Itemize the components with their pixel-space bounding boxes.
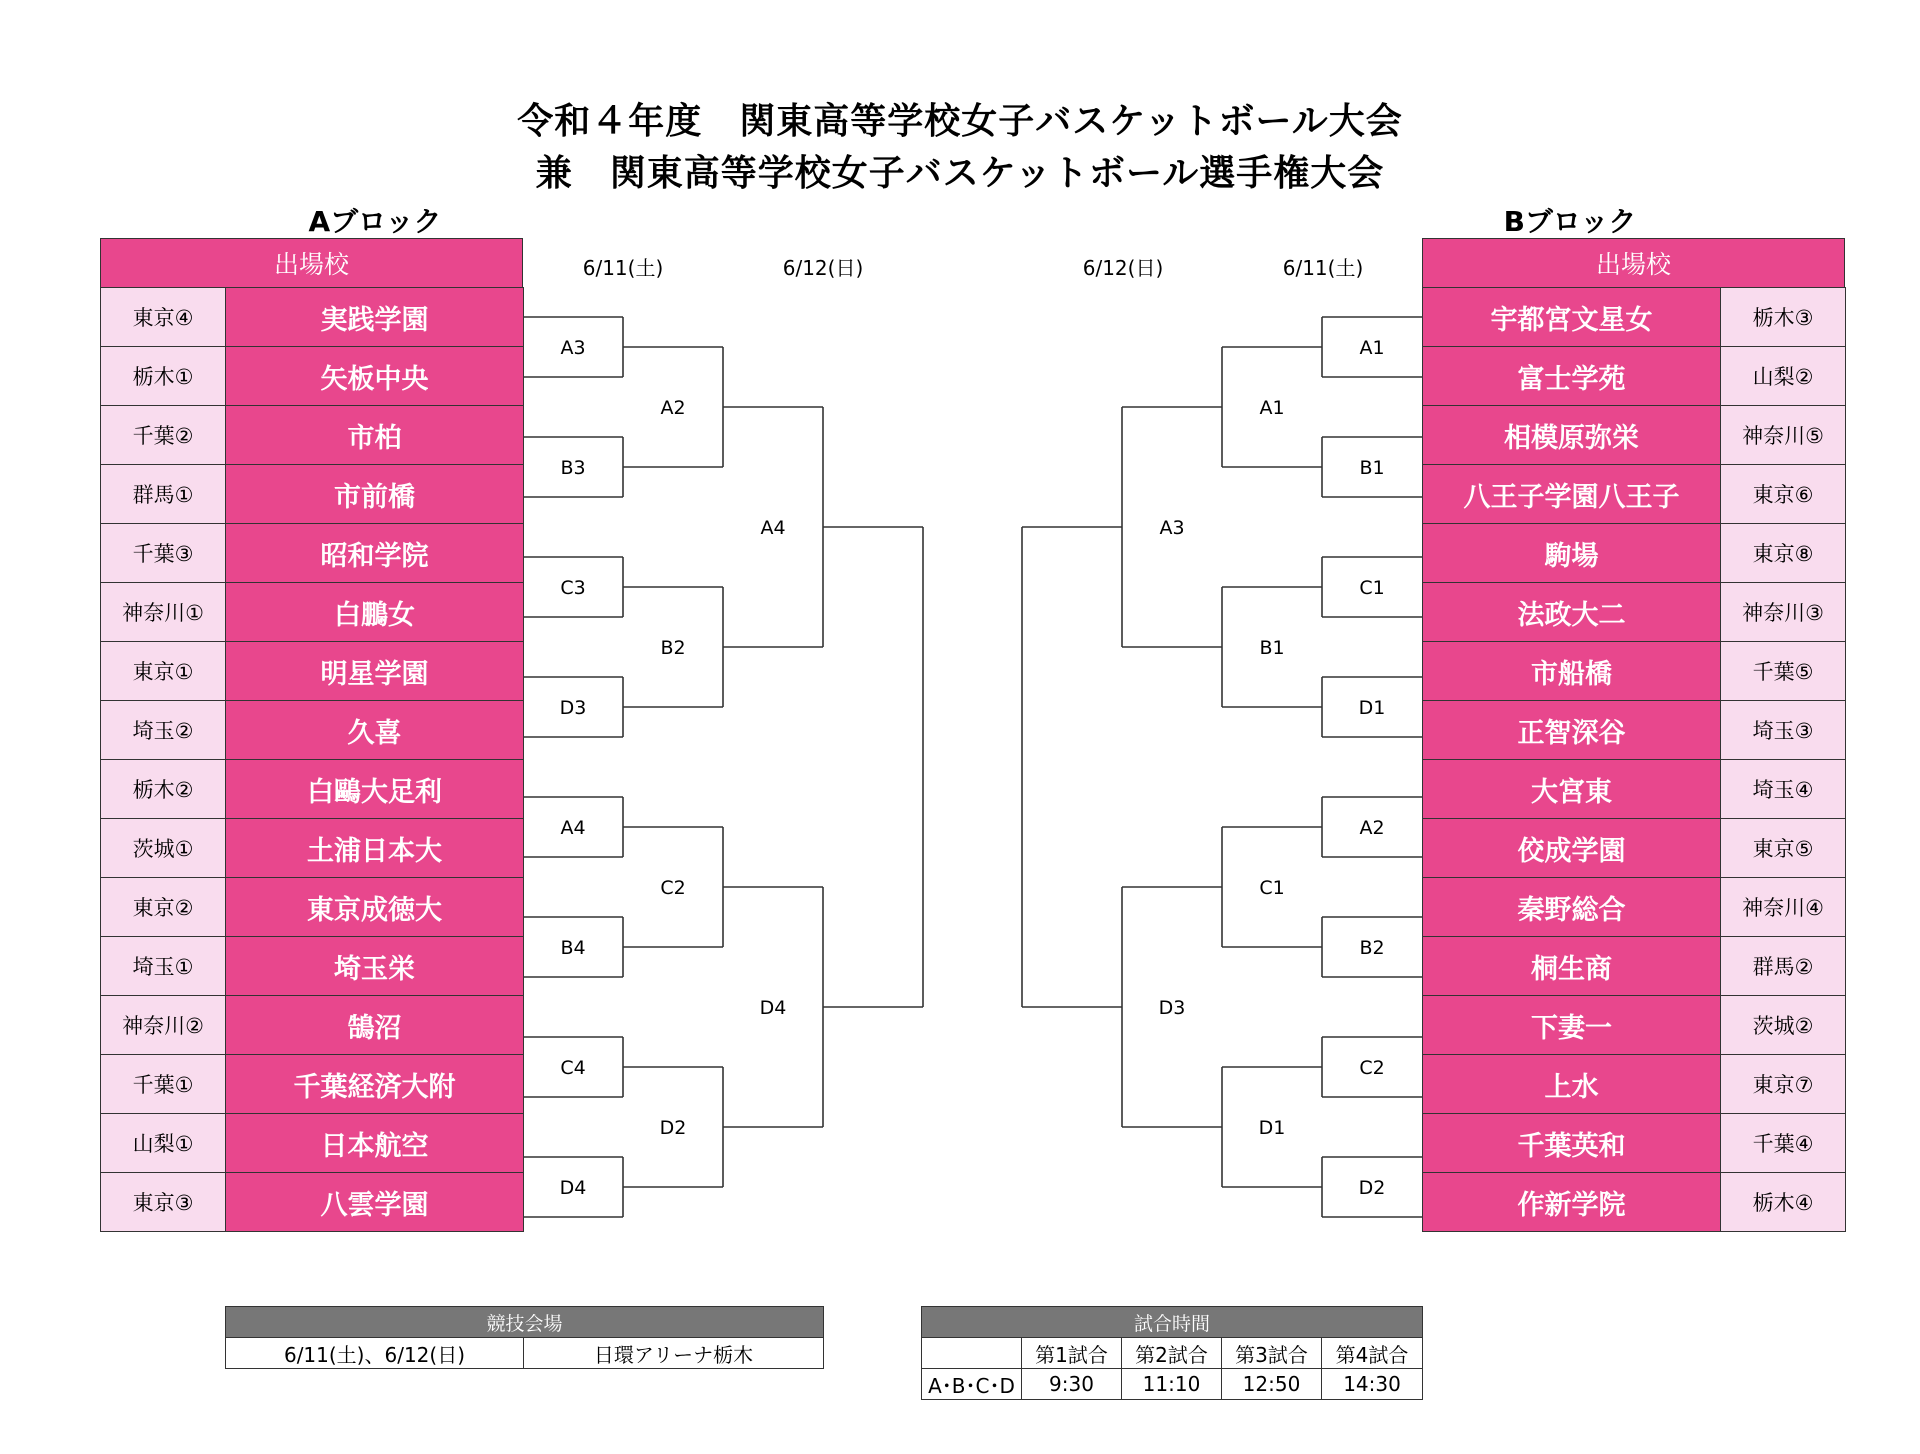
match-label: D3 <box>1158 997 1186 1019</box>
block-b-header: 出場校 <box>1422 238 1845 288</box>
team-prefecture: 神奈川⑤ <box>1721 406 1846 465</box>
block-a-header: 出場校 <box>100 238 523 288</box>
venue-place: 日環アリーナ栃木 <box>524 1338 824 1369</box>
team-school: 大宮東 <box>1423 760 1721 819</box>
match-label: B2 <box>1359 937 1385 959</box>
team-school: 土浦日本大 <box>226 819 524 878</box>
team-school: 宇都宮文星女 <box>1423 288 1721 347</box>
venue-dates: 6/11(土)、6/12(日) <box>226 1338 524 1369</box>
team-school: 白鷗大足利 <box>226 760 524 819</box>
match-label: C2 <box>1359 1057 1385 1079</box>
title-line-1: 令和４年度 関東高等学校女子バスケットボール大会 <box>517 101 1403 142</box>
team-prefecture: 埼玉① <box>101 937 226 996</box>
team-school: 下妻一 <box>1423 996 1721 1055</box>
schedule-col-game1: 第1試合 <box>1022 1338 1122 1369</box>
team-prefecture: 東京③ <box>101 1173 226 1232</box>
match-label: B1 <box>1359 457 1385 479</box>
team-school: 久喜 <box>226 701 524 760</box>
team-school: 昭和学院 <box>226 524 524 583</box>
team-prefecture: 埼玉② <box>101 701 226 760</box>
team-prefecture: 東京⑥ <box>1721 465 1846 524</box>
block-a-date-day1: 6/11(土) <box>582 256 664 280</box>
team-school: 法政大二 <box>1423 583 1721 642</box>
team-prefecture: 神奈川② <box>101 996 226 1055</box>
block-b-label: Bブロック <box>1503 205 1637 238</box>
match-label: C1 <box>1359 577 1385 599</box>
match-label: A2 <box>1359 817 1385 839</box>
team-prefecture: 千葉③ <box>101 524 226 583</box>
block-b-date-day1: 6/11(土) <box>1282 256 1364 280</box>
schedule-time-game2: 11:10 <box>1122 1369 1222 1400</box>
team-school: 市前橋 <box>226 465 524 524</box>
match-label: C1 <box>1259 877 1285 899</box>
match-label: C4 <box>560 1057 586 1079</box>
team-school: 埼玉栄 <box>226 937 524 996</box>
team-prefecture: 山梨① <box>101 1114 226 1173</box>
team-prefecture: 埼玉③ <box>1721 701 1846 760</box>
team-school: 作新学院 <box>1423 1173 1721 1232</box>
team-prefecture: 茨城① <box>101 819 226 878</box>
schedule-table <box>921 1306 1423 1400</box>
team-prefecture: 栃木④ <box>1721 1173 1846 1232</box>
team-prefecture: 東京② <box>101 878 226 937</box>
team-prefecture: 千葉① <box>101 1055 226 1114</box>
match-label: D1 <box>1358 697 1386 719</box>
team-prefecture: 神奈川① <box>101 583 226 642</box>
team-school: 上水 <box>1423 1055 1721 1114</box>
team-prefecture: 東京⑤ <box>1721 819 1846 878</box>
schedule-time-game4: 14:30 <box>1322 1369 1423 1400</box>
schedule-time-game3: 12:50 <box>1222 1369 1322 1400</box>
team-school: 相模原弥栄 <box>1423 406 1721 465</box>
match-label: A4 <box>560 817 586 839</box>
match-label: C3 <box>560 577 586 599</box>
team-prefecture: 千葉④ <box>1721 1114 1846 1173</box>
match-label: C2 <box>660 877 686 899</box>
team-prefecture: 茨城② <box>1721 996 1846 1055</box>
match-label: B1 <box>1259 637 1285 659</box>
team-school: 千葉英和 <box>1423 1114 1721 1173</box>
team-prefecture: 東京④ <box>101 288 226 347</box>
block-a-date-day2: 6/12(日) <box>782 256 864 280</box>
match-label: D3 <box>559 697 587 719</box>
team-prefecture: 神奈川③ <box>1721 583 1846 642</box>
schedule-col-game2: 第2試合 <box>1122 1338 1222 1369</box>
team-school: 日本航空 <box>226 1114 524 1173</box>
team-school: 千葉経済大附 <box>226 1055 524 1114</box>
match-label: A3 <box>560 337 586 359</box>
team-prefecture: 埼玉④ <box>1721 760 1846 819</box>
match-label: A4 <box>760 517 786 539</box>
team-school: 佼成学園 <box>1423 819 1721 878</box>
match-label: D2 <box>659 1117 687 1139</box>
team-school: 市船橋 <box>1423 642 1721 701</box>
venue-header: 競技会場 <box>226 1307 824 1338</box>
team-prefecture: 栃木③ <box>1721 288 1846 347</box>
team-prefecture: 栃木① <box>101 347 226 406</box>
team-school: 駒場 <box>1423 524 1721 583</box>
team-school: 八雲学園 <box>226 1173 524 1232</box>
team-prefecture: 千葉⑤ <box>1721 642 1846 701</box>
team-school: 八王子学園八王子 <box>1423 465 1721 524</box>
team-school: 鵠沼 <box>226 996 524 1055</box>
team-school: 正智深谷 <box>1423 701 1721 760</box>
block-b-date-day2: 6/12(日) <box>1082 256 1164 280</box>
match-label: D4 <box>559 1177 587 1199</box>
team-school: 白鵬女 <box>226 583 524 642</box>
match-label: A1 <box>1359 337 1385 359</box>
team-school: 富士学苑 <box>1423 347 1721 406</box>
match-label: D2 <box>1358 1177 1386 1199</box>
team-prefecture: 神奈川④ <box>1721 878 1846 937</box>
schedule-header: 試合時間 <box>922 1307 1423 1338</box>
schedule-row-label: A･B･C･D <box>922 1369 1022 1400</box>
team-prefecture: 東京① <box>101 642 226 701</box>
team-school: 秦野総合 <box>1423 878 1721 937</box>
team-prefecture: 栃木② <box>101 760 226 819</box>
venue-table <box>225 1306 824 1369</box>
match-label: A2 <box>660 397 686 419</box>
team-school: 東京成徳大 <box>226 878 524 937</box>
schedule-col-game3: 第3試合 <box>1222 1338 1322 1369</box>
schedule-col-game4: 第4試合 <box>1322 1338 1423 1369</box>
match-label: D4 <box>759 997 787 1019</box>
team-prefecture: 東京⑦ <box>1721 1055 1846 1114</box>
team-school: 矢板中央 <box>226 347 524 406</box>
match-label: A1 <box>1259 397 1285 419</box>
team-prefecture: 東京⑧ <box>1721 524 1846 583</box>
match-label: B4 <box>560 937 586 959</box>
team-school: 明星学園 <box>226 642 524 701</box>
block-a-label: Aブロック <box>308 205 442 238</box>
team-prefecture: 山梨② <box>1721 347 1846 406</box>
match-label: B2 <box>660 637 686 659</box>
match-label: B3 <box>560 457 586 479</box>
team-prefecture: 群馬① <box>101 465 226 524</box>
match-label: D1 <box>1258 1117 1286 1139</box>
schedule-time-game1: 9:30 <box>1022 1369 1122 1400</box>
schedule-corner-cell <box>922 1338 1022 1369</box>
team-prefecture: 千葉② <box>101 406 226 465</box>
team-school: 実践学園 <box>226 288 524 347</box>
team-school: 市柏 <box>226 406 524 465</box>
title-line-2: 兼 関東高等学校女子バスケットボール選手権大会 <box>535 153 1385 194</box>
match-label: A3 <box>1159 517 1185 539</box>
team-school: 桐生商 <box>1423 937 1721 996</box>
team-prefecture: 群馬② <box>1721 937 1846 996</box>
